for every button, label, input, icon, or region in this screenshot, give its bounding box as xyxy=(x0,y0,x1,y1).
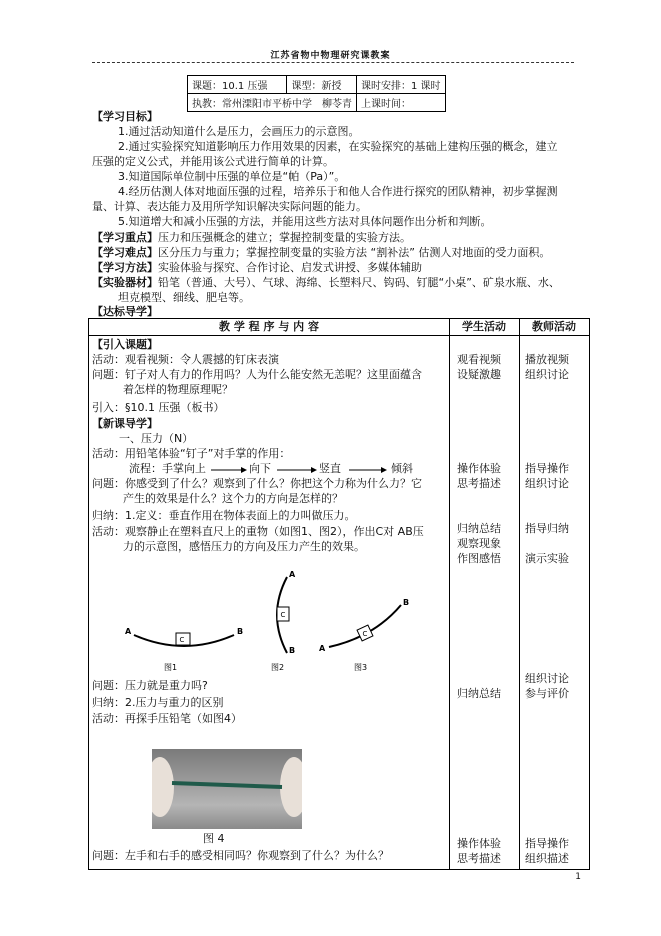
method-row xyxy=(92,261,422,275)
col-header-content: 教 学 程 序 与 内 容 xyxy=(219,320,319,333)
objective-3: 3.知道国际单位制中压强的单位是“帕（Pa）”。 xyxy=(118,170,346,183)
fig3-label-c: C xyxy=(362,630,368,638)
objectives-heading: 【学习目标】 xyxy=(92,110,158,123)
flow-arrows xyxy=(209,464,409,476)
question-2: 问题：压力就是重力吗? xyxy=(92,679,208,692)
flow-label: 流程：手掌向上 xyxy=(129,462,206,475)
objective-2: 2.通过实验探究知道影响压力作用效果的因素，在实验探究的基础上建构压强的概念，建立 xyxy=(118,140,558,153)
equipment-row xyxy=(92,276,560,290)
col-divider-2 xyxy=(519,319,520,869)
page-number: 1 xyxy=(575,872,581,882)
time-cell: 上课时间： xyxy=(357,94,446,112)
method-label: 【学习方法】 xyxy=(92,261,158,274)
student-activity-4: 归纳总结 xyxy=(457,687,501,700)
teacher-activity-2a: 指导操作 xyxy=(525,462,569,475)
fig2-label-c: C xyxy=(280,611,286,619)
intro-heading: 【引入课题】 xyxy=(92,338,158,351)
question-3: 问题：左手和右手的感受相同吗？你观察到了什么？为什么？ xyxy=(92,849,389,862)
intro-line-4: 引入：§10.1 压强（板书） xyxy=(92,401,225,414)
fig1-caption: 图1 xyxy=(164,663,178,672)
figure-3-drawing xyxy=(319,598,409,672)
student-activity-3b: 观察现象 xyxy=(457,537,501,550)
intro-line-3: 着怎样的物理原理呢？ xyxy=(123,383,233,396)
objective-5: 5.知道增大和减小压强的方法，并能用这些方法对具体问题作出分析和判断。 xyxy=(118,215,492,228)
question-1b: 产生的效果是什么？这个力的方向是怎样的？ xyxy=(123,492,343,505)
teacher-activity-3a: 指导归纳 xyxy=(525,522,569,535)
difficulty-label: 【学习难点】 xyxy=(92,246,158,259)
focus-text: 压力和压强概念的建立；掌握控制变量的实验方法。 xyxy=(158,231,411,244)
header-title: 江苏省物中物理研究课教案 xyxy=(270,51,391,61)
student-activity-5b: 思考描述 xyxy=(457,852,501,865)
activity-2b: 力的示意图，感悟压力的方向及压力产生的效果。 xyxy=(123,540,365,553)
equipment-text: 铅笔（普通、大号）、气球、海绵、长塑料尺、钩码、钉腿“小桌”、矿泉水瓶、水、 xyxy=(158,276,560,289)
objective-4: 4.经历估测人体对地面压强的过程，培养乐于和他人合作进行探究的团队精神，初步掌握测 xyxy=(118,185,558,198)
activity-3: 活动：再探手压铅笔（如图4） xyxy=(92,712,242,725)
force-figures xyxy=(119,567,429,677)
fig2-caption: 图2 xyxy=(271,663,285,672)
header-row-divider xyxy=(89,335,589,336)
flow-down: 向下 xyxy=(249,462,271,475)
fig3-label-b: B xyxy=(403,598,410,607)
col-divider-1 xyxy=(449,319,450,869)
fig3-caption: 图3 xyxy=(354,663,368,672)
figure-4-photo xyxy=(152,749,302,829)
flow-tilt: 倾斜 xyxy=(391,462,413,475)
teacher-activity-5b: 组织描述 xyxy=(525,852,569,865)
guide-heading: 【达标导学】 xyxy=(92,305,158,318)
teacher-cell: 执教：常州溧阳市平桥中学 柳苓青 xyxy=(188,94,357,112)
teacher-activity-3b: 演示实验 xyxy=(525,552,569,565)
pencil-press-image xyxy=(152,749,302,829)
teacher-activity-2b: 组织讨论 xyxy=(525,477,569,490)
fig3-label-a: A xyxy=(319,644,326,653)
student-activity-2a: 操作体验 xyxy=(457,462,501,475)
lesson-info-table xyxy=(187,75,446,112)
difficulty-row xyxy=(92,246,550,260)
flow-vertical: 竖直 xyxy=(319,462,341,475)
figure-1-drawing xyxy=(125,627,243,672)
teacher-activity-1b: 组织讨论 xyxy=(525,368,569,381)
method-text: 实验体验与探究、合作讨论、启发式讲授、多媒体辅助 xyxy=(158,261,422,274)
student-activity-3a: 归纳总结 xyxy=(457,522,501,535)
intro-line-1: 活动：观看视频：令人震撼的钉床表演 xyxy=(92,353,279,366)
definition-2: 归纳：2.压力与重力的区别 xyxy=(92,696,224,709)
equipment-label: 【实验器材】 xyxy=(92,276,158,289)
student-activity-1a: 观看视频 xyxy=(457,353,501,366)
fig1-label-a: A xyxy=(125,627,132,636)
type-cell: 课型：新授 xyxy=(287,76,357,94)
objective-4-cont: 量、计算、表达能力及用所学知识解决实际问题的能力。 xyxy=(92,200,367,213)
equipment-cont: 坦克模型、细线、肥皂等。 xyxy=(118,291,250,304)
teacher-activity-4a: 组织讨论 xyxy=(525,672,569,685)
activity-1: 活动：用铅笔体验“钉子”对手掌的作用： xyxy=(92,447,291,460)
teacher-activity-4b: 参与评价 xyxy=(525,687,569,700)
objective-2-cont: 压强的定义公式，并能用该公式进行简单的计算。 xyxy=(92,155,334,168)
focus-label: 【学习重点】 xyxy=(92,231,158,244)
question-1a: 问题：你感受到了什么？观察到了什么？你把这个力称为什么力？它 xyxy=(92,477,422,490)
fig2-label-b: B xyxy=(289,646,296,655)
objective-1: 1.通过活动知道什么是压力，会画压力的示意图。 xyxy=(118,125,360,138)
student-activity-3c: 作图感悟 xyxy=(457,552,501,565)
student-activity-2b: 思考描述 xyxy=(457,477,501,490)
fig2-label-a: A xyxy=(289,570,296,579)
new-lesson-heading: 【新课导学】 xyxy=(92,417,158,430)
topic-cell: 课题：10.1 压强 xyxy=(188,76,287,94)
col-header-teacher: 教师活动 xyxy=(532,320,576,333)
difficulty-text: 区分压力与重力；掌握控制变量的实验方法 “割补法” 估测人对地面的受力面积。 xyxy=(158,246,551,259)
intro-line-2: 问题：钉子对人有力的作用吗？人为什么能安然无恙呢？这里面蕴含 xyxy=(92,368,422,381)
col-header-student: 学生活动 xyxy=(462,320,506,333)
teacher-activity-1a: 播放视频 xyxy=(525,353,569,366)
student-activity-1b: 设疑激趣 xyxy=(457,368,501,381)
teacher-activity-5a: 指导操作 xyxy=(525,837,569,850)
hours-cell: 课时安排：1 课时 xyxy=(357,76,446,94)
student-activity-5a: 操作体验 xyxy=(457,837,501,850)
definition-1: 归纳：1.定义：垂直作用在物体表面上的力叫做压力。 xyxy=(92,509,356,522)
lesson-table xyxy=(88,318,590,870)
figure-4-caption: 图 4 xyxy=(203,832,225,845)
figure-2-drawing xyxy=(271,570,296,672)
header-divider xyxy=(92,62,574,63)
fig1-label-b: B xyxy=(237,627,244,636)
focus-row xyxy=(92,231,411,245)
fig1-label-c: C xyxy=(179,636,185,644)
activity-2a: 活动：观察静止在塑料直尺上的重物（如图1、图2），作出C对 AB压 xyxy=(92,525,424,538)
pressure-title: 一、压力（N） xyxy=(119,432,194,445)
